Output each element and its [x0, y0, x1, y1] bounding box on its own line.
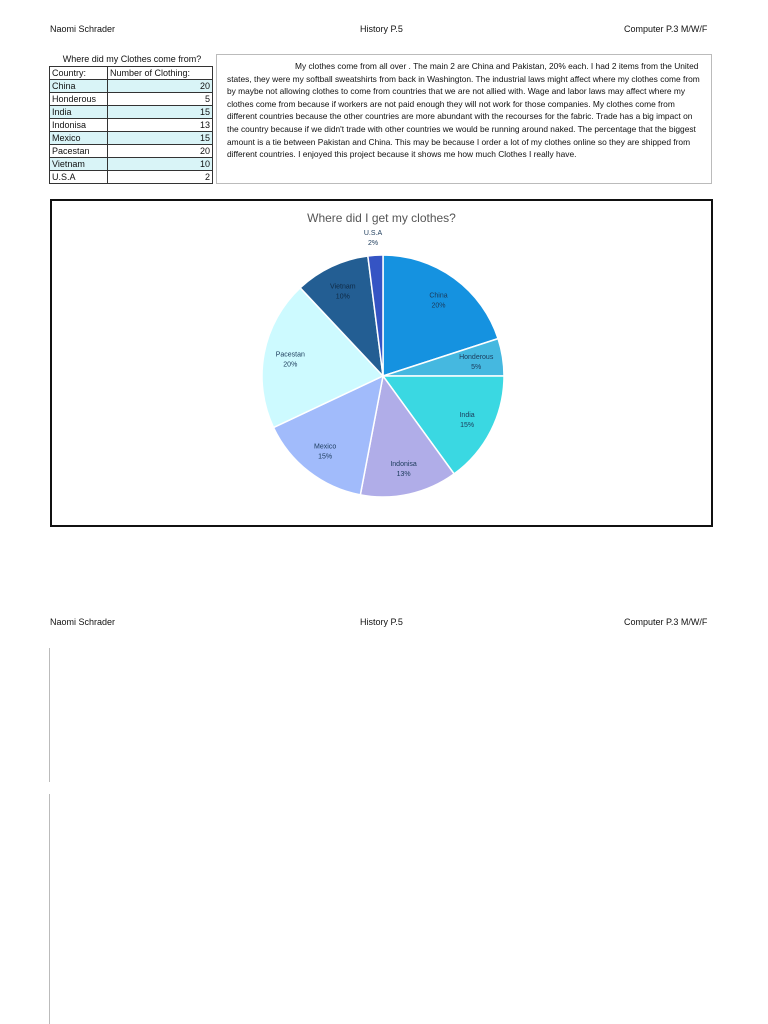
reflection-paragraph: My clothes come from all over . The main 2 are China and Pakistan, 20% each. I had 2 items from the United states, they were my softball sweatshirts from back in Washington. The industrial laws might affect where my clothes come from by maybe not allowing clothes to come from countries that we are not allied with. Wage and labor laws may affect where my clothes come from because if workers are not paid enough they will not work for those companies. My clothes come from different countries because the other countries are more abundant with the recourses for the fabric. Trade has a big impact on the country because if we didn't trade with other countries we would be running around naked. The percentage that the biggest amount is a tie between Pakistan and China. This may be because I order a lot of my clothes online so they are shipped from different countries. I enjoyed this project because it shows me how much Clothes I really have.	[227, 61, 700, 160]
table-row	[50, 93, 213, 106]
count-cell: 13	[108, 119, 213, 132]
country-cell: U.S.A	[50, 171, 108, 184]
pie-label-category: Honderous	[459, 354, 494, 362]
table-header-row	[50, 67, 213, 80]
country-cell: Mexico	[50, 132, 108, 145]
student-name: Naomi Schrader	[50, 24, 116, 34]
table-row	[50, 132, 213, 145]
pie-label-percent: 15%	[318, 453, 333, 461]
class-computer: Computer P.3 M/W/F	[624, 24, 708, 34]
clothing-table	[49, 66, 213, 184]
pie-label-percent: 20%	[431, 302, 446, 310]
pie-label-percent: 2%	[367, 240, 379, 247]
table-row	[50, 145, 213, 158]
left-border-line-2	[49, 794, 50, 1024]
table-row	[50, 80, 213, 93]
count-cell: 15	[108, 106, 213, 119]
table-row	[50, 119, 213, 132]
count-cell: 5	[108, 93, 213, 106]
country-cell: Pacestan	[50, 145, 108, 158]
pie-chart-panel	[50, 199, 713, 527]
pie-chart	[52, 201, 711, 525]
pie-label-category: Indonisa	[390, 461, 417, 469]
pie-label-percent: 15%	[460, 421, 475, 429]
pie-label-percent: 5%	[471, 364, 482, 372]
count-cell: 2	[108, 171, 213, 184]
country-cell: Honderous	[50, 93, 108, 106]
student-name-2: Naomi Schrader	[50, 617, 116, 627]
count-cell: 20	[108, 145, 213, 158]
pie-label-category: Pacestan	[275, 351, 305, 359]
table-row	[50, 158, 213, 171]
country-cell: Vietnam	[50, 158, 108, 171]
country-cell: India	[50, 106, 108, 119]
pie-label-percent: 10%	[335, 293, 350, 301]
count-cell: 10	[108, 158, 213, 171]
table-row	[50, 171, 213, 184]
pie-label-percent: 20%	[283, 361, 298, 369]
class-history: History P.5	[360, 24, 403, 34]
col-country-header: Country:	[50, 67, 108, 80]
table-title: Where did my Clothes come from?	[62, 54, 202, 64]
chart-title: Where did I get my clothes?	[307, 211, 456, 225]
col-count-header: Number of Clothing:	[108, 67, 213, 80]
class-computer-2: Computer P.3 M/W/F	[624, 617, 708, 627]
pie-label-category: India	[459, 411, 475, 419]
left-border-line	[49, 648, 50, 782]
pie-label-category: China	[429, 292, 448, 300]
pie-label-percent: 13%	[396, 471, 411, 479]
table-row	[50, 106, 213, 119]
reflection-text-box	[216, 54, 712, 184]
pie-label-category: Mexico	[314, 443, 337, 451]
pie-label-category: U.S.A	[363, 230, 383, 237]
country-cell: China	[50, 80, 108, 93]
count-cell: 20	[108, 80, 213, 93]
class-history-2: History P.5	[360, 617, 403, 627]
count-cell: 15	[108, 132, 213, 145]
country-cell: Indonisa	[50, 119, 108, 132]
pie-label-category: Vietnam	[330, 283, 356, 291]
